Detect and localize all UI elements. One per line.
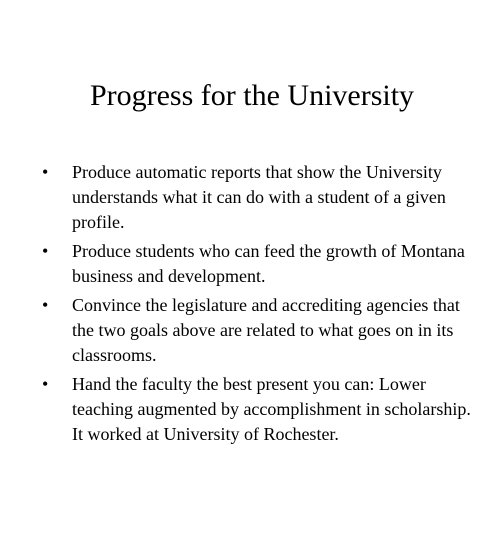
bullet-item	[0, 160, 504, 235]
bullet-text: Produce automatic reports that show the University understands what it can do with a student of a given profile.	[72, 162, 446, 232]
bullet-item	[0, 293, 504, 368]
bullet-item	[0, 239, 504, 289]
bullet-item	[0, 372, 504, 447]
bullet-text: Hand the faculty the best present you can: Lower teaching augmented by accomplishment in scholarship. It worked at University of Rochester.	[72, 374, 471, 444]
bullet-marker: •	[42, 295, 49, 315]
bullet-text: Convince the legislature and accrediting agencies that the two goals above are related to what goes on in its classrooms.	[72, 295, 460, 365]
bullet-marker: •	[42, 241, 49, 261]
bullet-list	[0, 160, 504, 451]
bullet-text: Produce students who can feed the growth of Montana business and development.	[72, 241, 465, 286]
bullet-marker: •	[42, 162, 49, 182]
slide-title: Progress for the University	[89, 79, 415, 112]
bullet-marker: •	[42, 374, 49, 394]
